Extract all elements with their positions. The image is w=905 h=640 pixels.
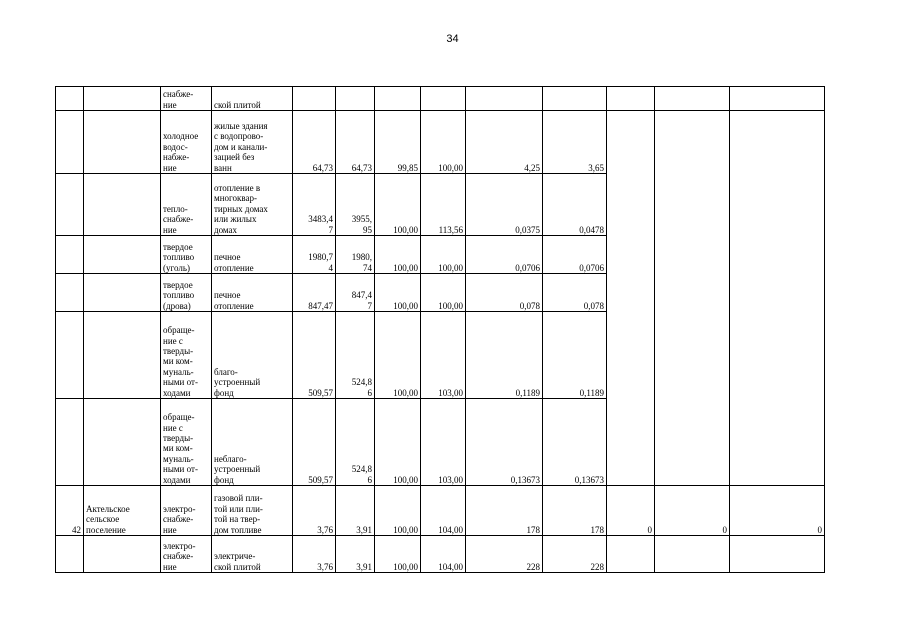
settlement-cell xyxy=(84,236,161,274)
table-row xyxy=(56,87,825,111)
value-cell-1: 3483,4 7 xyxy=(293,174,336,236)
object-cell: электриче- ской плитой xyxy=(212,536,293,573)
norm-cell-2: 228 xyxy=(543,536,607,573)
value-cell-2: 1980, 74 xyxy=(336,236,375,274)
norm-cell-2: 0,1189 xyxy=(543,312,607,399)
percent-cell-1: 100,00 xyxy=(375,312,421,399)
value-cell-1: 64,73 xyxy=(293,111,336,174)
service-cell: обраще- ние с тверды- ми ком- муналь- ными от- ходами xyxy=(161,312,212,399)
norm-cell-2: 0,078 xyxy=(543,274,607,312)
extra-cell-1 xyxy=(607,536,655,573)
object-cell: газовой пли- той или пли- той на твер- дом топливе xyxy=(212,486,293,536)
value-cell-2: 847,4 7 xyxy=(336,274,375,312)
extra-cell-3: 0 xyxy=(730,486,825,536)
value-cell-2: 64,73 xyxy=(336,111,375,174)
percent-cell-1: 100,00 xyxy=(375,536,421,573)
row-number xyxy=(56,236,84,274)
percent-cell-1: 100,00 xyxy=(375,274,421,312)
settlement-cell xyxy=(84,536,161,573)
blank-area xyxy=(730,111,825,486)
value-cell-1: 3,76 xyxy=(293,536,336,573)
row-number xyxy=(56,274,84,312)
norm-cell-1 xyxy=(466,87,543,111)
value-cell-1: 509,57 xyxy=(293,399,336,486)
service-cell: электро- снабже- ние xyxy=(161,486,212,536)
norm-cell-2: 0,0706 xyxy=(543,236,607,274)
value-cell-1: 847,47 xyxy=(293,274,336,312)
percent-cell-2: 103,00 xyxy=(421,312,466,399)
norm-cell-1: 228 xyxy=(466,536,543,573)
percent-cell-1: 100,00 xyxy=(375,486,421,536)
norm-cell-1: 0,0706 xyxy=(466,236,543,274)
extra-cell-2 xyxy=(655,536,730,573)
norm-cell-1: 0,1189 xyxy=(466,312,543,399)
object-cell: благо- устроенный фонд xyxy=(212,312,293,399)
norm-cell-1: 0,13673 xyxy=(466,399,543,486)
percent-cell-2: 104,00 xyxy=(421,486,466,536)
page-number: 34 xyxy=(446,33,459,45)
service-cell: обраще- ние с тверды- ми ком- муналь- ными от- ходами xyxy=(161,399,212,486)
value-cell-1 xyxy=(293,87,336,111)
service-cell: твердое топливо (уголь) xyxy=(161,236,212,274)
percent-cell-2: 113,56 xyxy=(421,174,466,236)
blank-area xyxy=(607,111,655,486)
percent-cell-2: 100,00 xyxy=(421,111,466,174)
table-row xyxy=(56,111,825,174)
value-cell-2: 524,8 6 xyxy=(336,312,375,399)
percent-cell-1 xyxy=(375,87,421,111)
percent-cell-2: 104,00 xyxy=(421,536,466,573)
settlement-cell xyxy=(84,399,161,486)
norm-cell-2: 0,13673 xyxy=(543,399,607,486)
object-cell: неблаго- устроенный фонд xyxy=(212,399,293,486)
tariff-table xyxy=(55,86,825,573)
extra-cell-1: 0 xyxy=(607,486,655,536)
percent-cell-2: 100,00 xyxy=(421,274,466,312)
object-cell: отопление в многоквар- тирных домах или жилых домах xyxy=(212,174,293,236)
settlement-cell xyxy=(84,87,161,111)
percent-cell-1: 99,85 xyxy=(375,111,421,174)
service-cell: холодное водос- набже- ние xyxy=(161,111,212,174)
service-cell: тепло- снабже- ние xyxy=(161,174,212,236)
value-cell-2: 3955, 95 xyxy=(336,174,375,236)
settlement-cell: Актельское сельское поселение xyxy=(84,486,161,536)
percent-cell-2 xyxy=(421,87,466,111)
row-number xyxy=(56,87,84,111)
value-cell-1: 3,76 xyxy=(293,486,336,536)
value-cell-2: 524,8 6 xyxy=(336,399,375,486)
extra-cell-3 xyxy=(730,536,825,573)
percent-cell-1: 100,00 xyxy=(375,399,421,486)
norm-cell-2: 178 xyxy=(543,486,607,536)
value-cell-2 xyxy=(336,87,375,111)
norm-cell-1: 4,25 xyxy=(466,111,543,174)
extra-cell-3 xyxy=(730,87,825,111)
row-number xyxy=(56,536,84,573)
settlement-cell xyxy=(84,174,161,236)
extra-cell-2: 0 xyxy=(655,486,730,536)
percent-cell-2: 100,00 xyxy=(421,236,466,274)
settlement-cell xyxy=(84,111,161,174)
blank-area xyxy=(655,111,730,486)
table-row xyxy=(56,536,825,573)
row-number: 42 xyxy=(56,486,84,536)
object-cell: печное отопление xyxy=(212,236,293,274)
service-cell: снабже- ние xyxy=(161,87,212,111)
value-cell-1: 1980,7 4 xyxy=(293,236,336,274)
row-number xyxy=(56,174,84,236)
extra-cell-1 xyxy=(607,87,655,111)
norm-cell-1: 0,0375 xyxy=(466,174,543,236)
settlement-cell xyxy=(84,312,161,399)
object-cell: ской плитой xyxy=(212,87,293,111)
percent-cell-1: 100,00 xyxy=(375,174,421,236)
norm-cell-2 xyxy=(543,87,607,111)
norm-cell-2: 0,0478 xyxy=(543,174,607,236)
norm-cell-1: 178 xyxy=(466,486,543,536)
extra-cell-2 xyxy=(655,87,730,111)
service-cell: электро- снабже- ние xyxy=(161,536,212,573)
table-row xyxy=(56,486,825,536)
object-cell: жилые здания с водопрово- дом и канали- зацией без ванн xyxy=(212,111,293,174)
service-cell: твердое топливо (дрова) xyxy=(161,274,212,312)
object-cell: печное отопление xyxy=(212,274,293,312)
settlement-cell xyxy=(84,274,161,312)
value-cell-1: 509,57 xyxy=(293,312,336,399)
norm-cell-1: 0,078 xyxy=(466,274,543,312)
value-cell-2: 3,91 xyxy=(336,486,375,536)
value-cell-2: 3,91 xyxy=(336,536,375,573)
percent-cell-1: 100,00 xyxy=(375,236,421,274)
norm-cell-2: 3,65 xyxy=(543,111,607,174)
row-number xyxy=(56,312,84,399)
percent-cell-2: 103,00 xyxy=(421,399,466,486)
row-number xyxy=(56,399,84,486)
row-number xyxy=(56,111,84,174)
